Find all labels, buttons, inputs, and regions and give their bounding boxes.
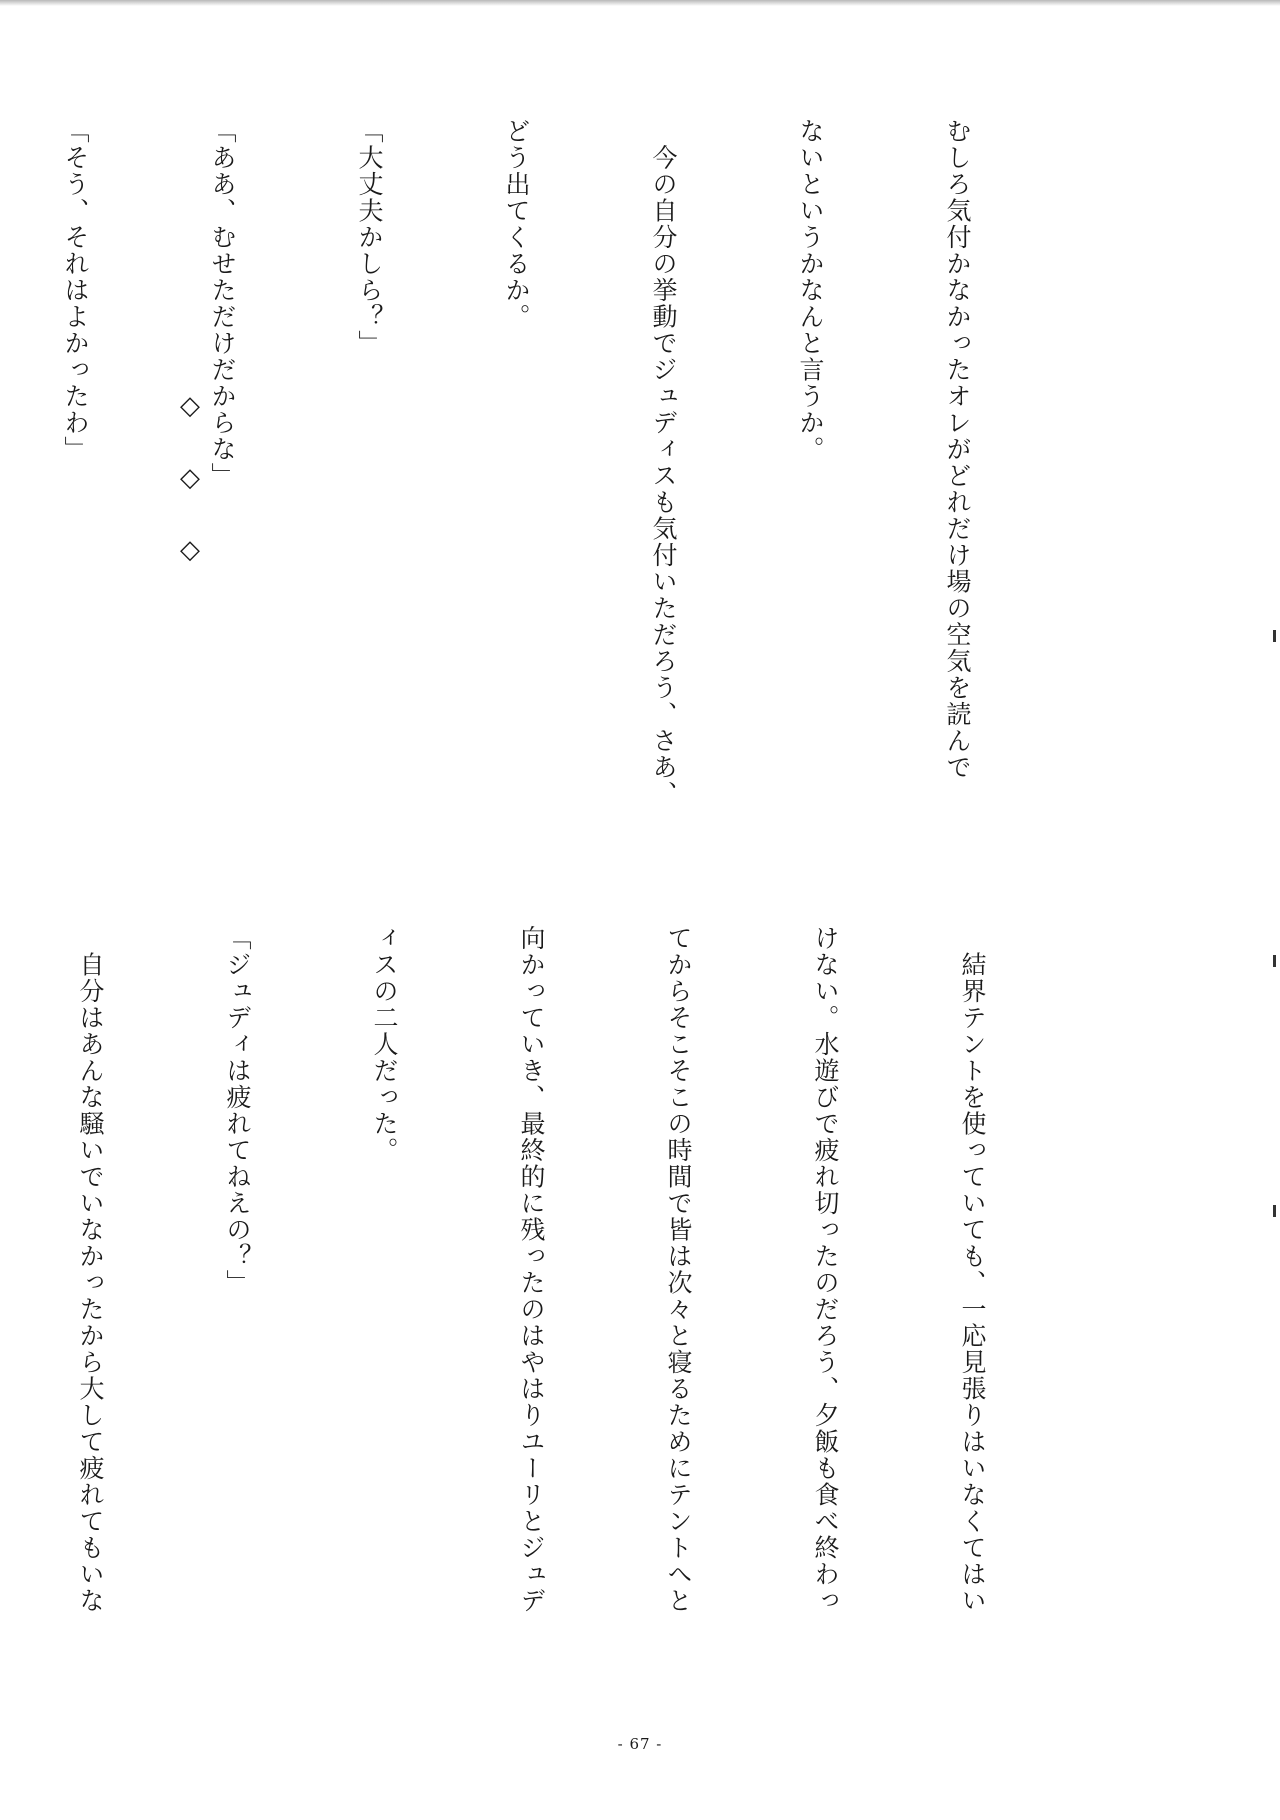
binding-mark: [1273, 955, 1276, 967]
diamond-icon: ◇: [180, 463, 200, 493]
text-line: けない。水遊びで疲れ切ったのだろう、夕飯も食べ終わっ: [811, 925, 840, 1614]
text-line: 「大丈夫かしら？」: [355, 118, 384, 357]
page-top-edge: [0, 0, 1280, 6]
text-line: むしろ気付かなかったオレがどれだけ場の空気を読んで: [943, 118, 972, 781]
page-number: - 67 -: [617, 1735, 663, 1753]
text-line: 向かっていき、最終的に残ったのはやはりユーリとジュデ: [517, 925, 546, 1614]
diamond-icon: ◇: [180, 535, 200, 565]
text-line: 自分はあんな騒いでいなかったから大して疲れてもいな: [76, 925, 105, 1614]
diamond-icon: ◇: [180, 391, 200, 421]
text-line: 結界テントを使っていても、一応見張りはいなくてはい: [958, 925, 987, 1614]
binding-mark: [1273, 1205, 1276, 1217]
lower-text-block: [0, 925, 1095, 1645]
text-line: ないというかなんと言うか。: [796, 118, 825, 463]
binding-mark: [1273, 630, 1276, 642]
text-line: てからそこそこの時間で皆は次々と寝るためにテントへと: [664, 925, 693, 1614]
text-line: どう出てくるか。: [502, 118, 531, 330]
text-line: 今の自分の挙動でジュディスも気付いただろう、さあ、: [649, 118, 678, 807]
text-line: ィスの二人だった。: [370, 925, 399, 1164]
text-line: 「そう、それはよかったわ」: [61, 118, 90, 463]
text-line: 「ジュディは疲れてねえの？」: [223, 925, 252, 1296]
upper-text-block: [0, 118, 1080, 878]
text-line: 「ああ、むせただけだからな」: [208, 118, 237, 489]
scene-break-separator: [175, 393, 205, 563]
